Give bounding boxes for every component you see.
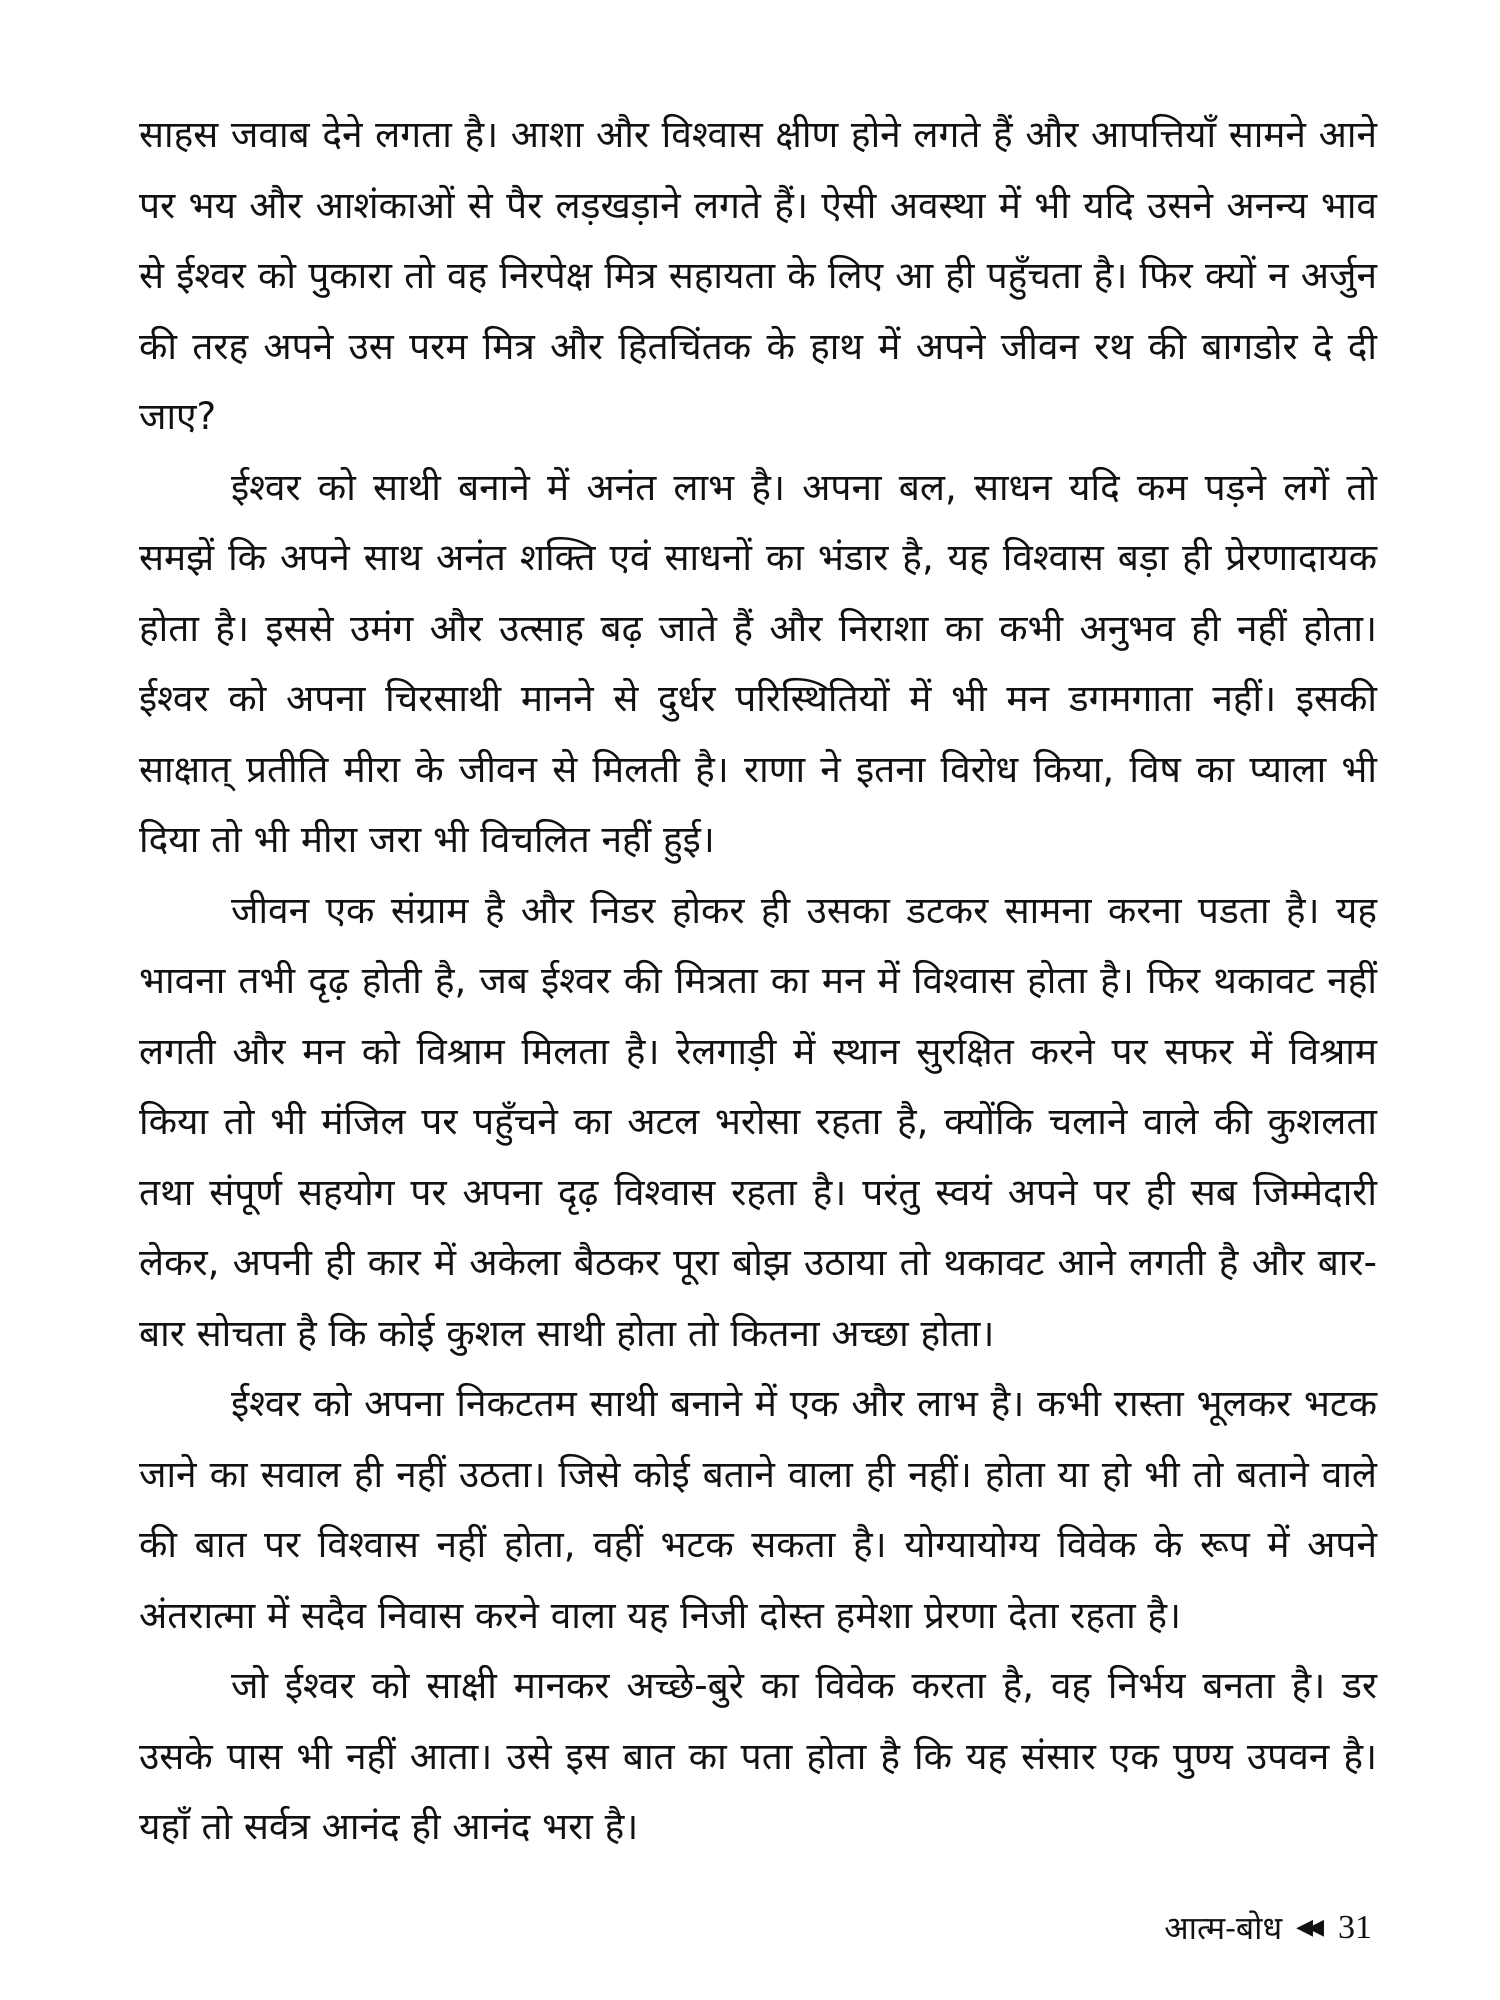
running-title: आत्म-बोध: [1164, 1909, 1283, 1947]
paragraph-4: ईश्वर को अपना निकटतम साथी बनाने में एक और लाभ है। कभी रास्ता भूलकर भटक जाने का सवाल ही नहीं उठता। जिसे कोई बताने वाला ही नहीं। होता या हो भी तो बताने वाले की बात पर विश्वास नहीं होता, वहीं भटक सकता है। योग्यायोग्य विवेक के रूप में अपने अंतरात्मा में सदैव निवास करने वाला यह निजी दोस्त हमेशा प्रेरणा देता रहता है।: [139, 1382, 1377, 1637]
page-number: 31: [1338, 1908, 1372, 1946]
paragraph-2: ईश्वर को साथी बनाने में अनंत लाभ है। अपना बल, साधन यदि कम पड़ने लगें तो समझें कि अपने साथ अनंत शक्ति एवं साधनों का भंडार है, यह विश्वास बड़ा ही प्रेरणादायक होता है। इससे उमंग और उत्साह बढ़ जाते हैं और निराशा का कभी अनुभव ही नहीं होता। ईश्वर को अपना चिरसाथी मानने से दुर्धर परिस्थितियों में भी मन डगमगाता नहीं। इसकी साक्षात् प्रतीति मीरा के जीवन से मिलती है। राणा ने इतना विरोध किया, विष का प्याला भी दिया तो भी मीरा जरा भी विचलित नहीं हुई।: [139, 465, 1377, 861]
double-arrow-left-icon: ◀◀: [1296, 1915, 1318, 1940]
paragraph-3: जीवन एक संग्राम है और निडर होकर ही उसका डटकर सामना करना पडता है। यह भावना तभी दृढ़ होती है, जब ईश्वर की मित्रता का मन में विश्वास होता है। फिर थकावट नहीं लगती और मन को विश्राम मिलता है। रेलगाड़ी में स्थान सुरक्षित करने पर सफर में विश्राम किया तो भी मंजिल पर पहुँचने का अटल भरोसा रहता है, क्योंकि चलाने वाले की कुशलता तथा संपूर्ण सहयोग पर अपना दृढ़ विश्वास रहता है। परंतु स्वयं अपने पर ही सब जिम्मेदारी लेकर, अपनी ही कार में अकेला बैठकर पूरा बोझ उठाया तो थकावट आने लगती है और बार-बार सोचता है कि कोई कुशल साथी होता तो कितना अच्छा होता।: [139, 888, 1377, 1355]
paragraph-1: साहस जवाब देने लगता है। आशा और विश्वास क्षीण होने लगते हैं और आपत्तियाँ सामने आने पर भय और आशंकाओं से पैर लड़खड़ाने लगते हैं। ऐसी अवस्था में भी यदि उसने अनन्य भाव से ईश्वर को पुकारा तो वह निरपेक्ष मित्र सहायता के लिए आ ही पहुँचता है। फिर क्यों न अर्जुन की तरह अपने उस परम मित्र और हितचिंतक के हाथ में अपने जीवन रथ की बागडोर दे दी जाए?: [139, 113, 1377, 438]
paragraph-5: जो ईश्वर को साक्षी मानकर अच्छे-बुरे का विवेक करता है, वह निर्भय बनता है। डर उसके पास भी नहीं आता। उसे इस बात का पता होता है कि यह संसार एक पुण्य उपवन है। यहाँ तो सर्वत्र आनंद ही आनंद भरा है।: [139, 1664, 1377, 1848]
body-text: [139, 100, 1377, 1863]
page-footer: [1164, 1906, 1372, 1949]
